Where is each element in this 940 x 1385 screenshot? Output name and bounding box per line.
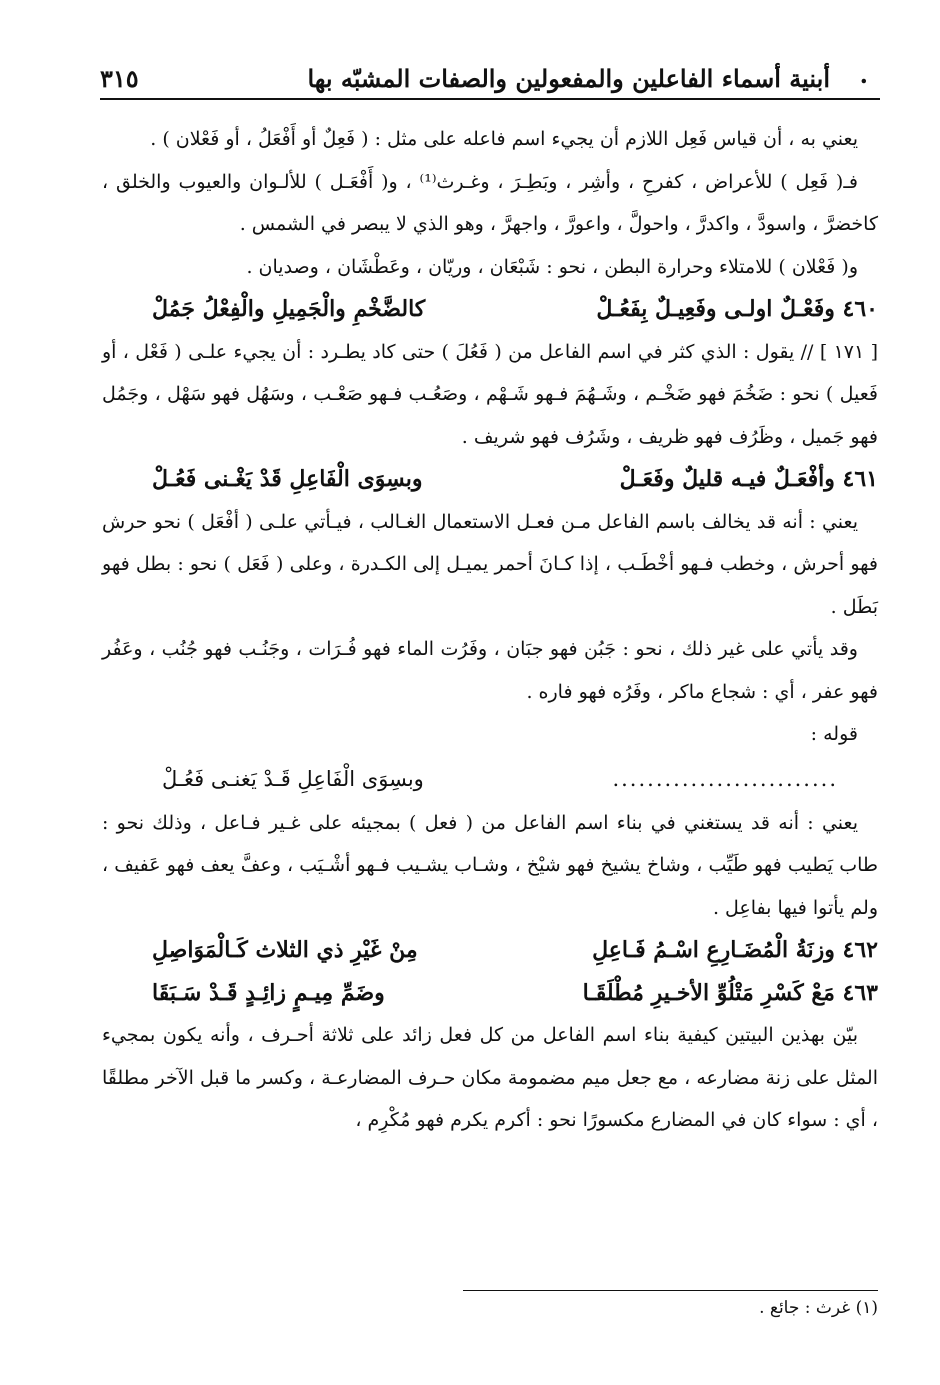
paragraph-3: و( فَعْلان ) للامتلاء وحرارة البطن ، نحو : شَبْعَان ، وريّان ، وعَطْشَان ، وصديان . (246, 255, 858, 278)
paragraph-1: يعني به ، أن قياس فَعِل اللازم أن يجيء اسم فاعله على مثل : ( فَعِلٌ أو أَفْعَلُ ، أو فَعْلان ) . (150, 128, 858, 150)
verse-460-first-hemistich: ٤٦٠ وفَعْـلٌ اولـى وفَعِيـلٌ بِفَعُـلْ (596, 296, 878, 322)
quoted-hemistich (102, 756, 878, 802)
verse-463-first-hemistich: ٤٦٣ مَعْ كَسْرِ مَتْلُوِّ الأخـيرِ مُطْلَقَـا (582, 979, 878, 1006)
verse-461-first-hemistich: ٤٦١ وأفْعَـلٌ فيـه قليلٌ وفَعَـلْ (619, 466, 878, 492)
verse-463-second-hemistich: وضَمِّ مِيـمٍ زائِـدٍ قَـدْ سَـبَقَا (152, 979, 385, 1006)
verse-462 (102, 929, 878, 972)
verse-462-second-hemistich: مِنْ غَيْرِ ذي الثلاث كَـالْمَوَاصِلِ (152, 937, 418, 963)
verse-461 (102, 458, 878, 501)
paragraph-2: فـ( فَعِل ) للأعراض ، كفرحِ ، وأشِر ، وبَطِـرَ ، وغـرث⁽¹⁾ ، و( أَفْعَـل ) للألـوان والعيوب والخلق ، كاخضرَّ ، واسودَّ ، واكدرَّ ، واحولَّ ، واعورَّ ، واجهرَّ ، وهو الذي لا يبصر في الشمس . (102, 170, 878, 235)
quoted-hemistich-text: وبسِوَى الْفَاعِلِ قَـدْ يَغنـى فَعُـلْ (162, 766, 424, 791)
verse-463 (102, 972, 878, 1015)
paragraph-8: يعني : أنه قد يستغني في بناء اسم الفاعل من ( فعل ) بمجيئه على غـير فـاعل ، وذلك نحو : طاب يَطيب فهو طَيِّب ، وشاخ يشيخ فهو شيْخ ، وشـاب يشـيب فـهو أشْـيَب ، وعفَّ يعف فهو عَفيف ، ولم يأتوا فيها بفاعِل . (102, 811, 878, 919)
running-title: أبنية أسماء الفاعلين والمفعولين والصفات المشبّه بها (307, 64, 830, 93)
paragraph-9: بيّن بهذين البيتين كيفية بناء اسم الفاعل من كل فعل زائد على ثلاثة أحـرف ، وأنه يكون بمجيء المثل على زنة مضارعه ، مع جعل ميم مضمومة مكان حـرف المضارعـة ، وكسر ما قبل الآخر مطلقًا ، أي : سواء كان في المضارع مكسورًا نحو : أكرم يكرم فهو مُكْرِم ، (102, 1024, 878, 1131)
verse-460-second-hemistich: كالضَّخْمِ والْجَمِيلِ والْفِعْلُ جَمُلْ (152, 296, 426, 322)
paragraph-7: قوله : (810, 723, 858, 745)
verse-460 (102, 288, 878, 331)
ellipsis: .......................... (612, 766, 838, 791)
page-number: ٣١٥ (100, 64, 139, 93)
paragraph-6: وقد يأتي على غير ذلك ، نحو : جَبُن فهو جبَان ، وفَرُت الماء فهو فُـرَات ، وجَنُـب فهو جُنُب ، وعَفُر فهو عفر ، أي : شجاع ماكر ، وفَرُه فهو فاره . (102, 638, 878, 703)
paragraph-4: [ ١٧١ ] // يقول : الذي كثر في اسم الفاعل من ( فَعُلَ ) حتى كاد يطـرد : أن يجيء علـى ( فَعْل ، أو فَعيل ) نحو : ضَخُمَ فهو ضَخْـم ، وشَـهُمَ فـهو شَـهْم ، وصَعُـب فـهو صَعْـب ، وسَهُل فهو سَهْل ، وجَمُل فهو جَميل ، وظَرُف فهو ظريف ، وشَرُف فهو شريف . (102, 340, 878, 448)
verse-461-second-hemistich: وبسِوَى الْفَاعِلِ قَدْ يَغْـنى فَعُـلْ (152, 466, 423, 492)
footnote-1: (١) غرث : جائع . (759, 1298, 878, 1318)
page-body (102, 118, 878, 1142)
paragraph-5: يعني : أنه قد يخالف باسم الفاعل مـن فعـل الاستعمال الغـالب ، فيـأتي علـى ( أفْعَل ) نحو حرش فهو أحرش ، وخطب فـهو أخْطَـب ، إذا كـانَ أحمر يميـل إلى الكـدرة ، وعلى ( فَعَل ) نحو : بطل فهو بَطَل . (102, 510, 878, 618)
header-dot: . (859, 60, 868, 89)
verse-462-first-hemistich: ٤٦٢ وزنَةُ الْمُضَـارِعِ اسْـمُ فَـاعِلِ (592, 937, 878, 963)
page-header (100, 58, 880, 100)
footnote-separator (463, 1290, 878, 1291)
